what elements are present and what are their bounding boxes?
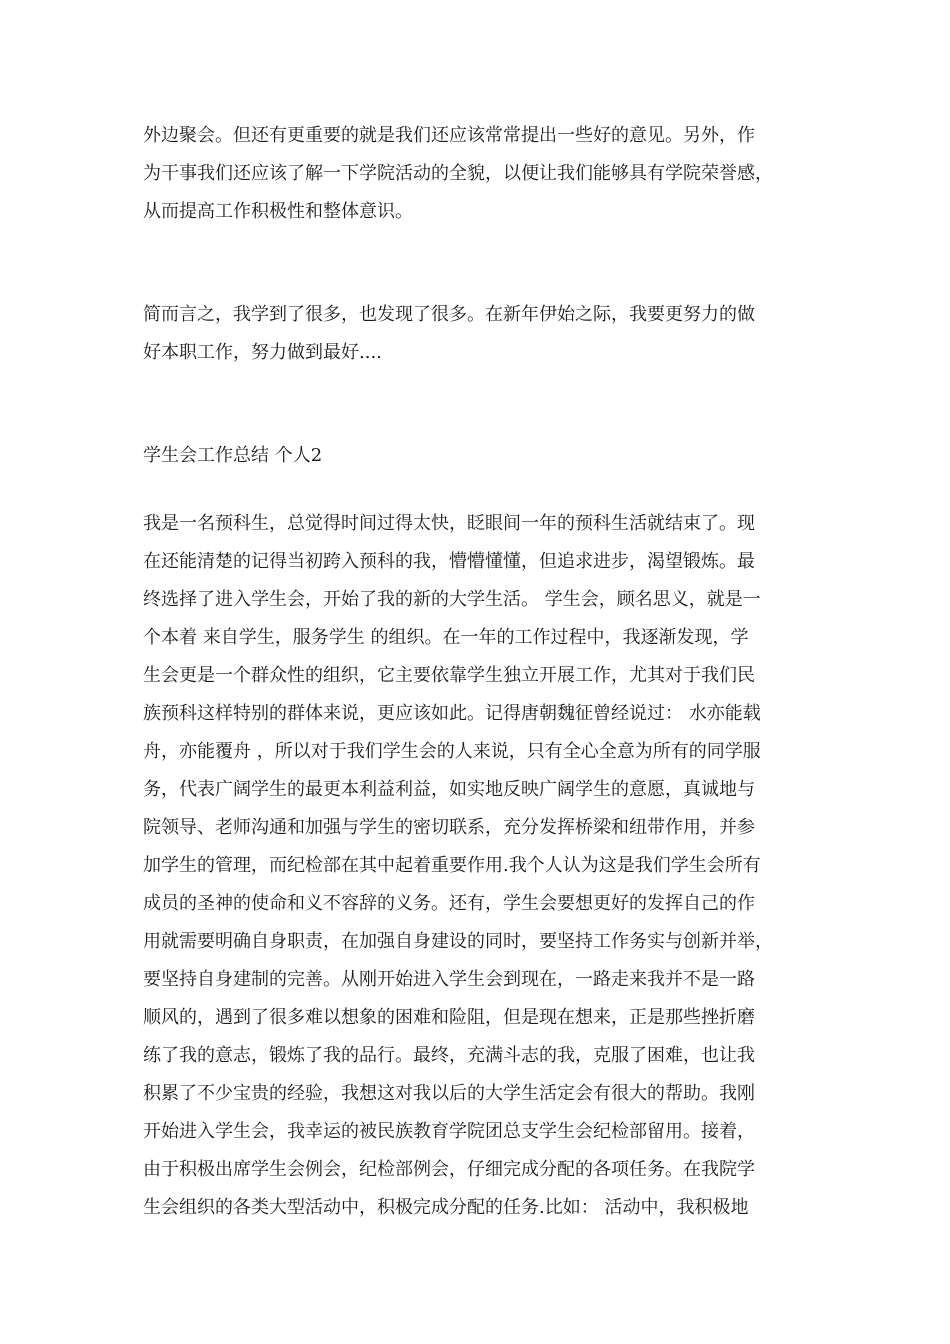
paragraph-line: 我是一名预科生，总觉得时间过得太快，眨眼间一年的预科生活就结束了。现	[143, 513, 755, 534]
paragraph-line: 族预科这样特别的群体来说，更应该如此。记得唐朝魏征曾经说过： 水亦能载	[143, 703, 761, 724]
paragraph-line: 积累了不少宝贵的经验，我想这对我以后的大学生活定会有很大的帮助。我刚	[143, 1083, 755, 1104]
paragraph-line: 在还能清楚的记得当初跨入预科的我，懵懵懂懂，但追求进步，渴望锻炼。最	[143, 551, 755, 572]
paragraph-line: 要坚持自身建制的完善。从刚开始进入学生会到现在，一路走来我并不是一路	[143, 969, 755, 990]
paragraph-line: 生会更是一个群众性的组织，它主要依靠学生独立开展工作，尤其对于我们民	[143, 665, 755, 686]
paragraph-line: 好本职工作，努力做到最好....	[143, 342, 382, 363]
paragraph-line: 舟，亦能覆舟 ，所以对于我们学生会的人来说，只有全心全意为所有的同学服	[143, 741, 761, 762]
paragraph-line: 院领导、老师沟通和加强与学生的密切联系，充分发挥桥梁和纽带作用，并参	[143, 817, 755, 838]
section-heading: 学生会工作总结 个人2	[143, 445, 323, 466]
paragraph-line: 用就需要明确自身职责，在加强自身建设的同时，要坚持工作务实与创新并举，	[143, 931, 773, 952]
paragraph-line: 外边聚会。但还有更重要的就是我们还应该常常提出一些好的意见。另外，作	[143, 125, 755, 146]
paragraph-line: 成员的圣神的使命和义不容辞的义务。还有，学生会要想更好的发挥自己的作	[143, 893, 755, 914]
paragraph-line: 加学生的管理，而纪检部在其中起着重要作用.我个人认为这是我们学生会所有	[143, 855, 761, 876]
paragraph-line: 为干事我们还应该了解一下学院活动的全貌，以便让我们能够具有学院荣誉感，	[143, 163, 773, 184]
paragraph-line: 由于积极出席学生会例会，纪检部例会，仔细完成分配的各项任务。在我院学	[143, 1159, 755, 1180]
paragraph-line: 个本着 来自学生，服务学生 的组织。在一年的工作过程中，我逐渐发现，学	[143, 627, 749, 648]
paragraph-line: 从而提高工作积极性和整体意识。	[143, 201, 413, 222]
paragraph-line: 顺风的，遇到了很多难以想象的困难和险阻，但是现在想来，正是那些挫折磨	[143, 1007, 755, 1028]
paragraph-line: 开始进入学生会，我幸运的被民族教育学院团总支学生会纪检部留用。接着，	[143, 1121, 755, 1142]
paragraph-line: 务，代表广阔学生的最更本利益利益，如实地反映广阔学生的意愿，真诚地与	[143, 779, 755, 800]
paragraph-line: 终选择了进入学生会，开始了我的新的大学生活。 学生会，顾名思义，就是一	[143, 589, 761, 610]
paragraph-line: 练了我的意志，锻炼了我的品行。最终，充满斗志的我，克服了困难，也让我	[143, 1045, 755, 1066]
paragraph-line: 简而言之，我学到了很多，也发现了很多。在新年伊始之际，我要更努力的做	[143, 304, 755, 325]
paragraph-line: 生会组织的各类大型活动中，积极完成分配的任务.比如： 活动中，我积极地	[143, 1197, 749, 1218]
